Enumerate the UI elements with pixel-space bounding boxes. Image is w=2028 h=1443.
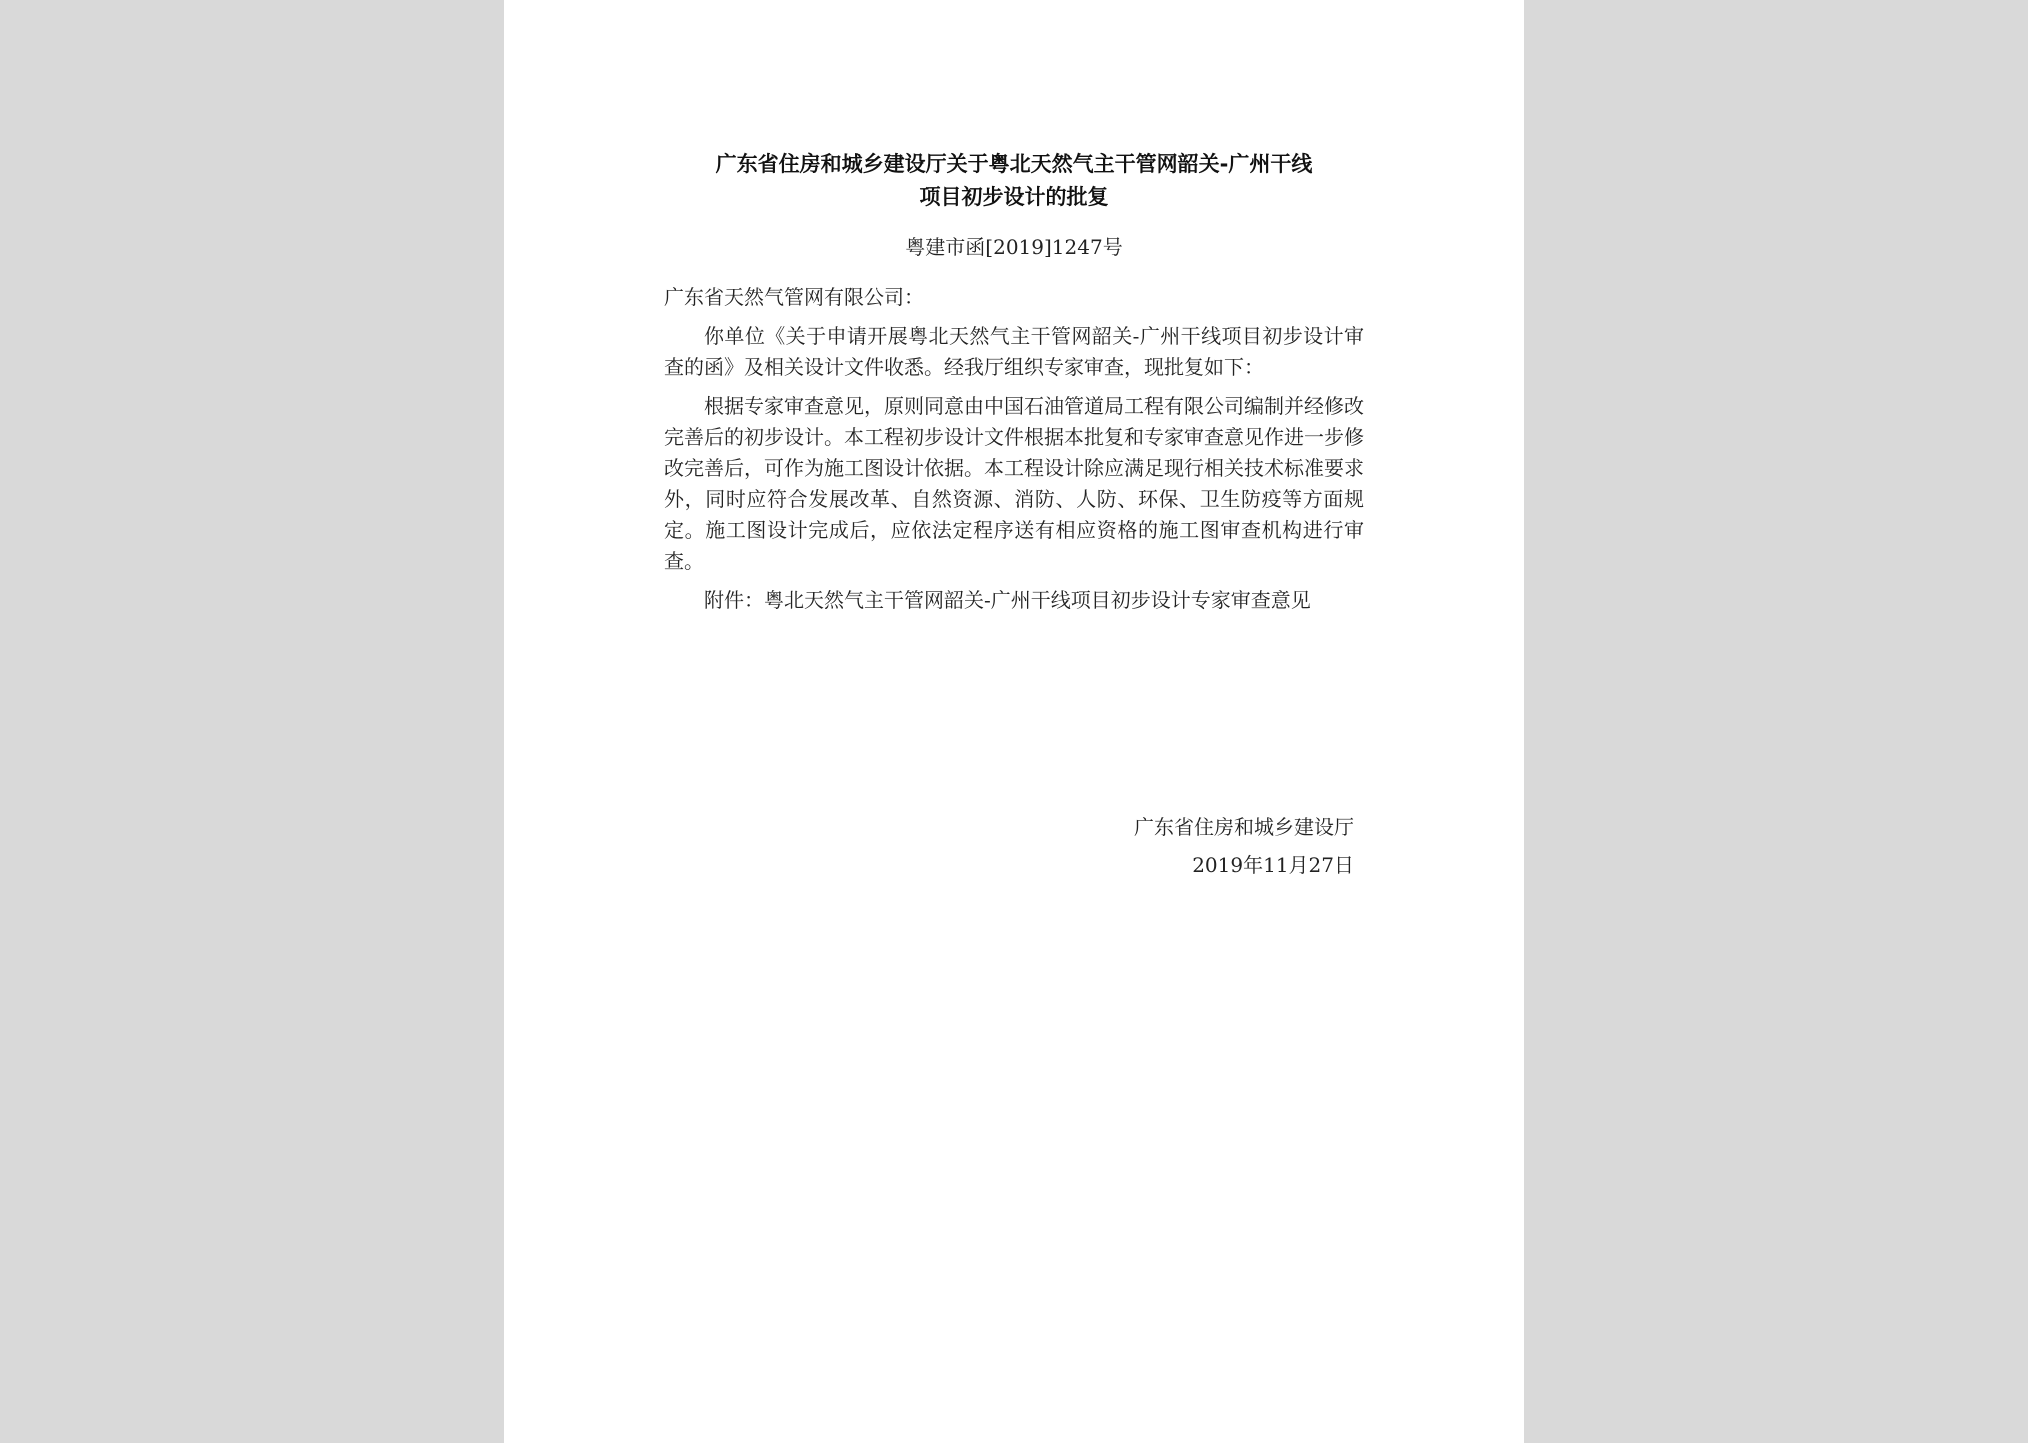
paragraph-2: 根据专家审查意见，原则同意由中国石油管道局工程有限公司编制并经修改完善后的初步设计。本工程初步设计文件根据本批复和专家审查意见作进一步修改完善后，可作为施工图设计依据。本工程设计除应满足现行相关技术标准要求外，同时应符合发展改革、自然资源、消防、人防、环保、卫生防疫等方面规定。施工图设计完成后，应依法定程序送有相应资格的施工图审查机构进行审查。	[664, 394, 1364, 573]
attachment-note: 附件：粤北天然气主干管网韶关-广州干线项目初步设计专家审查意见	[704, 588, 1311, 612]
document-page	[504, 0, 1524, 1443]
issuer: 广东省住房和城乡建设厅	[1134, 815, 1354, 839]
document-title	[664, 148, 1364, 214]
salutation: 广东省天然气管网有限公司：	[664, 285, 924, 309]
document-number: 粤建市函[2019]1247号	[905, 235, 1123, 259]
title-line-1: 广东省住房和城乡建设厅关于粤北天然气主干管网韶关-广州干线	[715, 152, 1313, 176]
page-content	[664, 148, 1364, 616]
title-line-2: 项目初步设计的批复	[919, 185, 1109, 209]
signature-block	[1134, 808, 1354, 884]
issue-date: 2019年11月27日	[1192, 853, 1354, 877]
paragraph-1: 你单位《关于申请开展粤北天然气主干管网韶关-广州干线项目初步设计审查的函》及相关设计文件收悉。经我厅组织专家审查，现批复如下：	[664, 324, 1364, 379]
